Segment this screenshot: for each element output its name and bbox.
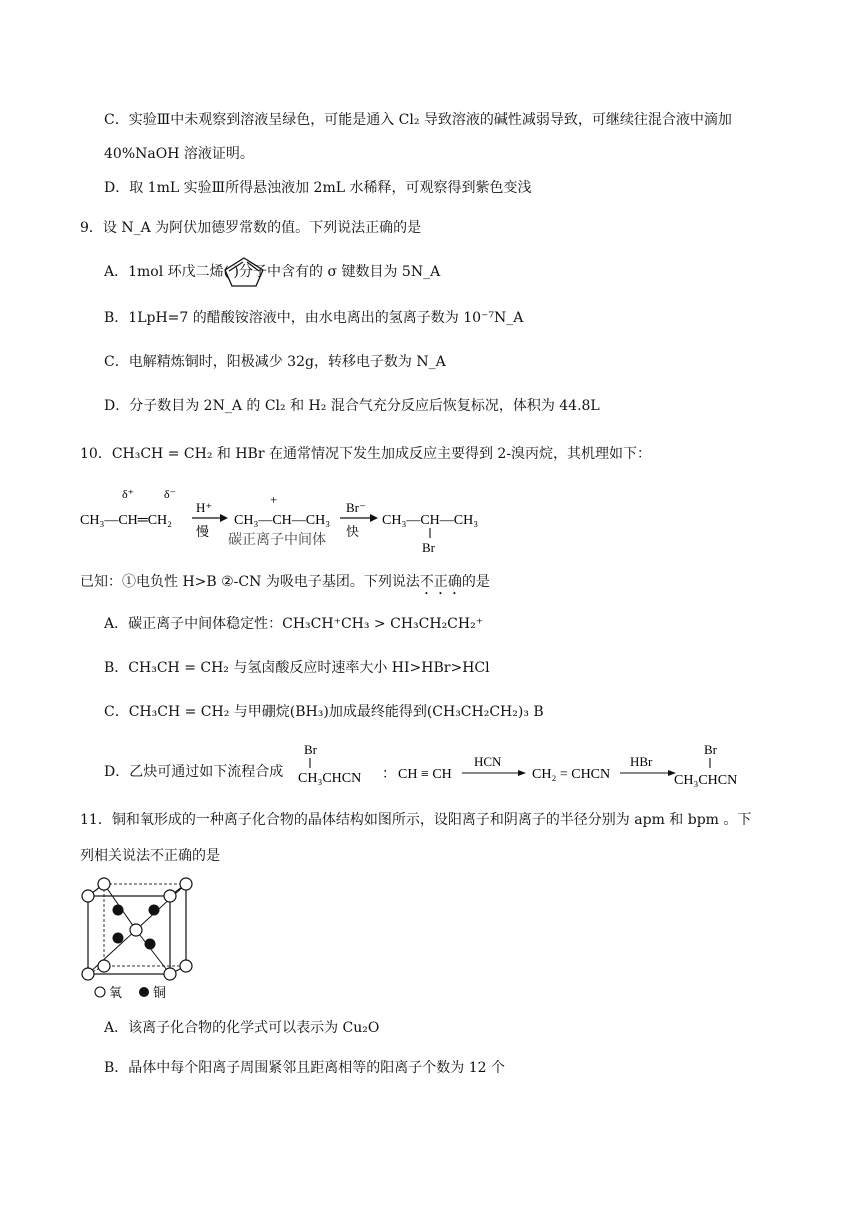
mech-product: CH₃—CH—CH₃ bbox=[382, 513, 479, 528]
route-colon: ： bbox=[382, 767, 396, 782]
legend-copper-icon bbox=[139, 987, 149, 997]
route-mid: CH₂ = CHCN bbox=[532, 767, 611, 782]
q10-option-d-prefix: D．乙炔可通过如下流程合成 bbox=[104, 764, 284, 780]
q11-stem-line1: 11．铜和氧形成的一种离子化合物的晶体结构如图所示，设阳离子和阴离子的半径分别为 apm 和 bpm 。下 bbox=[80, 812, 752, 828]
route-start: CH ≡ CH bbox=[398, 767, 452, 782]
mech-reactant: CH₃—CH═CH₂ bbox=[80, 513, 173, 528]
q10-option-d-route bbox=[296, 740, 756, 792]
q9-option-d: D．分子数目为 2N_A 的 Cl₂ 和 H₂ 混合气充分反应后恢复标况，体积为 44.8L bbox=[104, 398, 600, 414]
q11-option-b: B．晶体中每个阳离子周围紧邻且距离相等的阳离子个数为 12 个 bbox=[104, 1060, 506, 1076]
q9-option-a-text: A．1mol 环戊二烯( )分子中含有的 σ 键数目为 5N_A bbox=[104, 264, 441, 280]
q9-option-a bbox=[104, 262, 445, 282]
q9-option-c: C．电解精炼铜时，阳极减少 32g，转移电子数为 N_A bbox=[104, 354, 446, 370]
q8-option-c-line1: C．实验Ⅲ中未观察到溶液呈绿色，可能是通入 Cl₂ 导致溶液的碱性减弱导致，可继续往混合液中滴加 bbox=[104, 112, 732, 128]
q10-option-c: C．CH₃CH = CH₂ 与甲硼烷(BH₃)加成最终能得到(CH₃CH₂CH₂)₃ B bbox=[104, 704, 544, 720]
oxygen-atom bbox=[98, 960, 110, 972]
q11-stem-line2: 列相关说法不正确的是 bbox=[80, 848, 220, 864]
copper-atom bbox=[113, 905, 124, 916]
oxygen-atom bbox=[130, 924, 142, 936]
mech-arrow1-head bbox=[220, 514, 228, 522]
copper-atom bbox=[113, 933, 124, 944]
q10-known-emphasis: 不正确 bbox=[419, 574, 462, 590]
q11-option-a: A．该离子化合物的化学式可以表示为 Cu₂O bbox=[104, 1020, 380, 1036]
mech-plus: + bbox=[270, 492, 278, 507]
mech-product-br: Br bbox=[422, 540, 435, 555]
oxygen-atom bbox=[98, 878, 110, 890]
route-reagent2: HBr bbox=[630, 754, 653, 769]
mech-arrow1-top: H⁺ bbox=[196, 500, 213, 515]
q8-option-d: D．取 1mL 实验Ⅲ所得悬浊液加 2mL 水稀释，可观察得到紫色变浅 bbox=[104, 180, 532, 196]
mech-arrow2-bottom: 快 bbox=[346, 524, 360, 539]
oxygen-atom bbox=[82, 890, 94, 902]
legend-copper-label: 铜 bbox=[153, 985, 167, 1000]
q10-known-suffix: 的是 bbox=[461, 574, 490, 590]
mech-delta-minus: δ⁻ bbox=[164, 487, 176, 501]
q9-option-b: B．1LpH=7 的醋酸铵溶液中，由水电离出的氢离子数为 10⁻⁷N_A bbox=[104, 310, 524, 326]
mech-arrow1-bottom: 慢 bbox=[196, 524, 210, 539]
mech-intermediate: CH₃—CH—CH₃ bbox=[234, 513, 331, 528]
route-arrow1-head bbox=[518, 770, 526, 776]
q10-known-prefix: 已知：①电负性 H>B ②-CN 为吸电子基团。下列说法 bbox=[80, 574, 420, 590]
route-target: CH₃CHCN bbox=[298, 771, 362, 786]
q10-mechanism-diagram bbox=[78, 482, 508, 558]
q10-known bbox=[80, 572, 490, 598]
q9-stem: 9．设 N_A 为阿伏加德罗常数的值。下列说法正确的是 bbox=[80, 220, 422, 236]
copper-atom bbox=[145, 939, 156, 950]
mech-arrow2-head bbox=[370, 514, 378, 522]
route-end-br: Br bbox=[704, 742, 717, 757]
q10-option-a: A．碳正离子中间体稳定性：CH₃CH⁺CH₃ > CH₃CH₂CH₂⁺ bbox=[104, 616, 484, 632]
mech-arrow2-top: Br⁻ bbox=[346, 500, 366, 515]
q8-option-c-line2: 40%NaOH 溶液证明。 bbox=[104, 146, 254, 162]
q10-stem: 10．CH₃CH = CH₂ 和 HBr 在通常情况下发生加成反应主要得到 2-溴丙烷，其机理如下： bbox=[80, 446, 652, 462]
oxygen-atom bbox=[180, 878, 192, 890]
q11-crystal-structure-diagram bbox=[78, 872, 198, 1000]
route-target-br: Br bbox=[304, 742, 317, 757]
cyclopentadiene-structure-icon bbox=[221, 255, 267, 289]
oxygen-atom bbox=[164, 890, 176, 902]
route-end: CH₃CHCN bbox=[674, 773, 738, 788]
mech-intermediate-label: 碳正离子中间体 bbox=[228, 533, 326, 548]
copper-atom bbox=[149, 905, 160, 916]
route-reagent1: HCN bbox=[474, 754, 502, 769]
mech-delta-plus: δ⁺ bbox=[122, 487, 134, 501]
legend-oxygen-label: 氧 bbox=[109, 985, 123, 1000]
legend-oxygen-icon bbox=[95, 987, 105, 997]
oxygen-atom bbox=[82, 968, 94, 980]
oxygen-atom bbox=[164, 968, 176, 980]
oxygen-atom bbox=[180, 960, 192, 972]
q10-option-b: B．CH₃CH = CH₂ 与氢卤酸反应时速率大小 HI>HBr>HCl bbox=[104, 660, 490, 676]
